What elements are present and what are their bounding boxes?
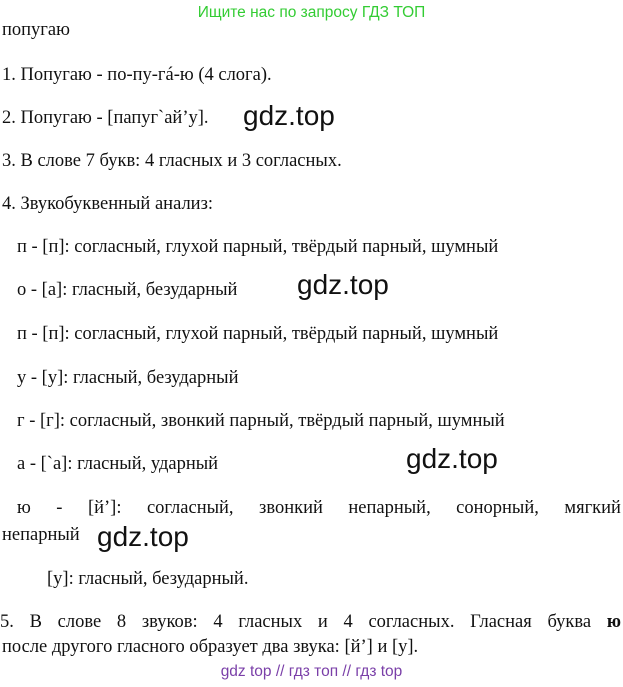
letter-count-line: 3. В слове 7 букв: 4 гласных и 3 согласных. bbox=[2, 151, 342, 171]
sound-word: гласных bbox=[238, 612, 303, 632]
sound-word: слове bbox=[57, 612, 102, 632]
sound-word: 4 bbox=[213, 612, 223, 632]
syllables-line: 1. Попугаю - по-пу-гá-ю (4 слога). bbox=[2, 65, 272, 85]
analysis-row-g: г - [г]: согласный, звонкий парный, твёрдый парный, шумный bbox=[17, 411, 505, 431]
analysis-row-u: у - [у]: гласный, безударный bbox=[17, 368, 239, 388]
sound-word: В bbox=[29, 612, 42, 632]
analysis-row-a: а - [`а]: гласный, ударный bbox=[17, 454, 219, 474]
sound-word: звуков: bbox=[141, 612, 198, 632]
footer-links[interactable]: gdz top // гдз топ // гдз top bbox=[220, 663, 403, 680]
transcription-line: 2. Попугаю - [папуг`ай’у]. bbox=[2, 108, 209, 128]
analysis-row-p1: п - [п]: согласный, глухой парный, твёрдый парный, шумный bbox=[17, 237, 499, 257]
watermark: gdz.top bbox=[243, 100, 335, 131]
yu-word: непарный, bbox=[348, 498, 431, 518]
sound-word: и bbox=[317, 612, 328, 632]
watermark: gdz.top bbox=[406, 443, 498, 474]
analysis-title: 4. Звукобуквенный анализ: bbox=[2, 194, 214, 214]
yu-word: звонкий bbox=[259, 498, 323, 518]
sound-word: 5. bbox=[0, 612, 14, 632]
sound-word: согласных. bbox=[368, 612, 455, 632]
yu-word: сонорный, bbox=[456, 498, 539, 518]
sound-count-line bbox=[0, 611, 621, 633]
analysis-row-u2: [у]: гласный, безударный. bbox=[47, 569, 249, 589]
sound-word-letter: ю bbox=[606, 612, 621, 632]
sound-word: 4 bbox=[343, 612, 353, 632]
analysis-row-yu-cont: непарный bbox=[2, 525, 80, 545]
analysis-row-o: о - [а]: гласный, безударный bbox=[17, 280, 238, 300]
yu-word: - bbox=[56, 498, 63, 518]
watermark: gdz.top bbox=[97, 521, 189, 552]
sound-word: 8 bbox=[116, 612, 127, 632]
word-heading: попугаю bbox=[2, 20, 70, 40]
header-search-link[interactable]: Ищите нас по запросу ГДЗ ТОП bbox=[197, 4, 426, 21]
yu-word: ю bbox=[17, 498, 31, 518]
analysis-row-p2: п - [п]: согласный, глухой парный, твёрдый парный, шумный bbox=[17, 324, 499, 344]
sound-word: Гласная bbox=[470, 612, 532, 632]
yu-word: [й’]: bbox=[87, 498, 122, 518]
yu-word: мягкий bbox=[564, 498, 621, 518]
sound-word: буква bbox=[547, 612, 592, 632]
sound-count-line-2: после другого гласного образует два звука: [й’] и [у]. bbox=[2, 637, 419, 657]
analysis-row-yu bbox=[0, 497, 621, 519]
yu-word: согласный, bbox=[146, 498, 234, 518]
watermark: gdz.top bbox=[297, 269, 389, 300]
